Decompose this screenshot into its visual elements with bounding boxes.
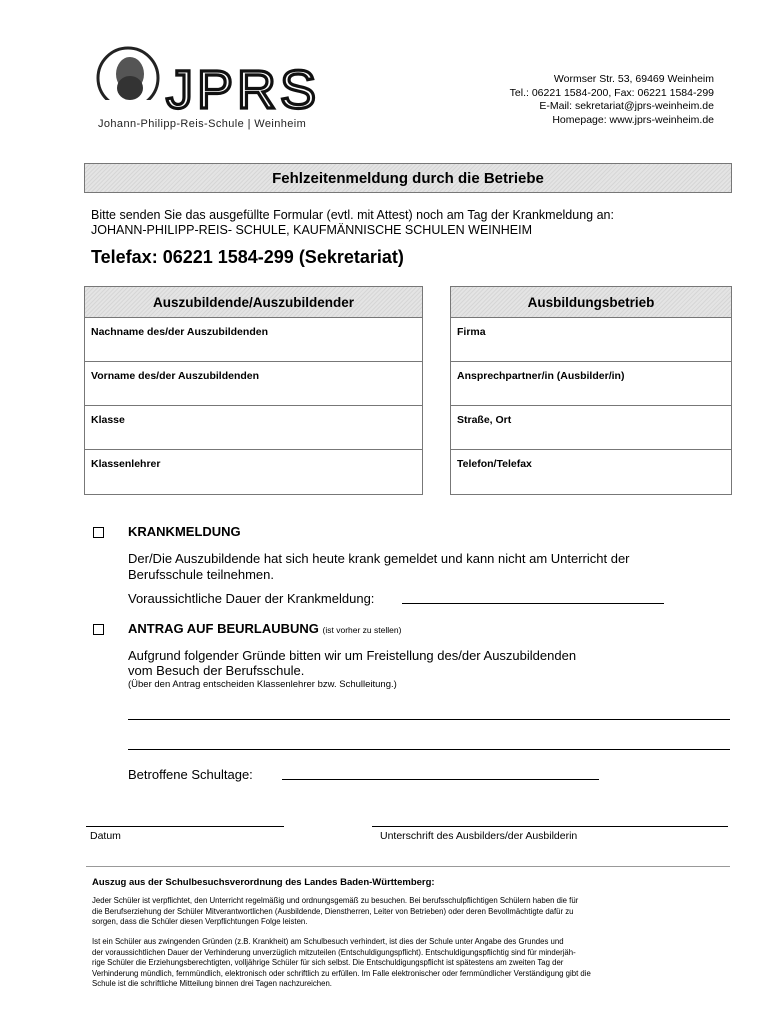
fax-number: Telefax: 06221 1584-299 (Sekretariat)	[91, 247, 404, 267]
sick-text-1: Der/Die Auszubildende hat sich heute krank gemeldet und kann nicht am Unterricht der	[128, 551, 630, 566]
footer-para-2	[92, 937, 732, 990]
address: Wormser Str. 53, 69469 Weinheim	[553, 73, 714, 85]
footer-para-1-line: sorgen, dass die Schüler diesen Verpflichtungen Folge leisten.	[92, 917, 308, 926]
email[interactable]: E-Mail: sekretariat@jprs-weinheim.de	[539, 100, 714, 112]
company-box-heading: Ausbildungsbetrieb	[451, 287, 731, 318]
trainee-firstname-field[interactable]: Vorname des/der Auszubildenden	[85, 362, 422, 406]
days-line[interactable]	[282, 779, 599, 780]
trainee-class-field[interactable]: Klasse	[85, 406, 422, 450]
leave-title-wrap	[128, 621, 401, 636]
signature-line[interactable]	[372, 826, 728, 827]
footer-heading: Auszug aus der Schulbesuchsverordnung des Landes Baden-Württemberg:	[92, 877, 435, 888]
sick-duration-label: Voraussichtliche Dauer der Krankmeldung:	[128, 591, 375, 606]
contact-block	[414, 73, 714, 127]
intro-line-2: JOHANN-PHILIPP-REIS- SCHULE, KAUFMÄNNISCHE SCHULEN WEINHEIM	[91, 223, 533, 237]
leave-title: ANTRAG AUF BEURLAUBUNG	[128, 621, 319, 636]
homepage[interactable]: Homepage: www.jprs-weinheim.de	[552, 113, 714, 126]
school-name: Johann-Philipp-Reis-Schule | Weinheim	[98, 118, 307, 130]
footer-para-2-line: rige Schüler die Erziehungsberechtigten, volljährige Schüler für sich selbst. Die Entschuldigungspflicht ist spätestens am zweiten Tag der	[92, 958, 564, 967]
days-label: Betroffene Schultage:	[128, 767, 253, 782]
footer-divider	[86, 866, 730, 867]
reason-line-1[interactable]	[128, 719, 730, 720]
leave-checkbox[interactable]	[93, 624, 104, 635]
trainee-box-heading: Auszubildende/Auszubildender	[85, 287, 422, 318]
trainee-lastname-field[interactable]: Nachname des/der Auszubildenden	[85, 318, 422, 362]
footer-para-1-line: Jeder Schüler ist verpflichtet, den Unterricht regelmäßig und ordnungsgemäß zu besuchen. Bei berufsschulpflichtigen Schülern haben die für	[92, 896, 579, 905]
leave-text-1: Aufgrund folgender Gründe bitten wir um Freistellung des/der Auszubildenden	[128, 648, 577, 663]
company-name-field[interactable]: Firma	[451, 318, 731, 362]
sick-title: KRANKMELDUNG	[128, 524, 241, 539]
footer-para-1-line: die Berufserziehung der Schüler Mitverantwortlichen (Ausbildende, Dienstherren, Leiter von Betrieben) oder deren Bevollmächtigte dafür zu	[92, 906, 574, 916]
footer-para-2-line: Ist ein Schüler aus zwingenden Gründen (z.B. Krankheit) am Schulbesuch verhindert, ist dies der Schule unter Angabe des Grundes und	[92, 937, 564, 946]
footer-para-2-line: der voraussichtlichen Dauer der Verhinderung unverzüglich mitzuteilen (Entschuldigungspflicht). Entschuldigungspflichtig sind für minderjäh-	[92, 947, 576, 957]
company-contact-field[interactable]: Ansprechpartner/in (Ausbilder/in)	[451, 362, 731, 406]
sick-checkbox[interactable]	[93, 527, 104, 538]
signature-label: Unterschrift des Ausbilders/der Ausbilderin	[380, 830, 578, 842]
form-title: Fehlzeitenmeldung durch die Betriebe	[84, 163, 732, 193]
date-line[interactable]	[86, 826, 284, 827]
company-phone-field[interactable]: Telefon/Telefax	[457, 458, 532, 470]
leave-text-2: vom Besuch der Berufsschule.	[128, 663, 305, 678]
footer-para-1	[92, 896, 732, 928]
leave-note: (ist vorher zu stellen)	[322, 625, 402, 635]
phone: Tel.: 06221 1584-200, Fax: 06221 1584-299	[509, 86, 714, 99]
company-box	[450, 286, 732, 495]
date-label: Datum	[90, 830, 121, 842]
trainee-teacher-field[interactable]: Klassenlehrer	[91, 458, 161, 470]
sick-duration-line[interactable]	[402, 603, 664, 604]
sick-text-2: Berufsschule teilnehmen.	[128, 567, 274, 582]
trainee-box	[84, 286, 423, 495]
footer-para-2-line: Schule ist die schriftliche Mitteilung binnen drei Tagen nachzureichen.	[92, 979, 332, 988]
footer-para-2-line: Verhinderung mündlich, fernmündlich, elektronisch oder schriftlich zu erfüllen. Im Falle elektronischer oder fernmündlicher Verständigung gibt die	[92, 968, 591, 978]
school-logo	[92, 46, 354, 118]
company-address-field[interactable]: Straße, Ort	[451, 406, 731, 450]
intro-text	[91, 208, 614, 238]
intro-line-1: Bitte senden Sie das ausgefüllte Formular (evtl. mit Attest) noch am Tag der Krankmeldung an:	[91, 208, 614, 222]
leave-text-3: (Über den Antrag entscheiden Klassenlehrer bzw. Schulleitung.)	[128, 679, 397, 690]
reason-line-2[interactable]	[128, 749, 730, 750]
logo-wordmark: JPRS	[166, 60, 321, 118]
